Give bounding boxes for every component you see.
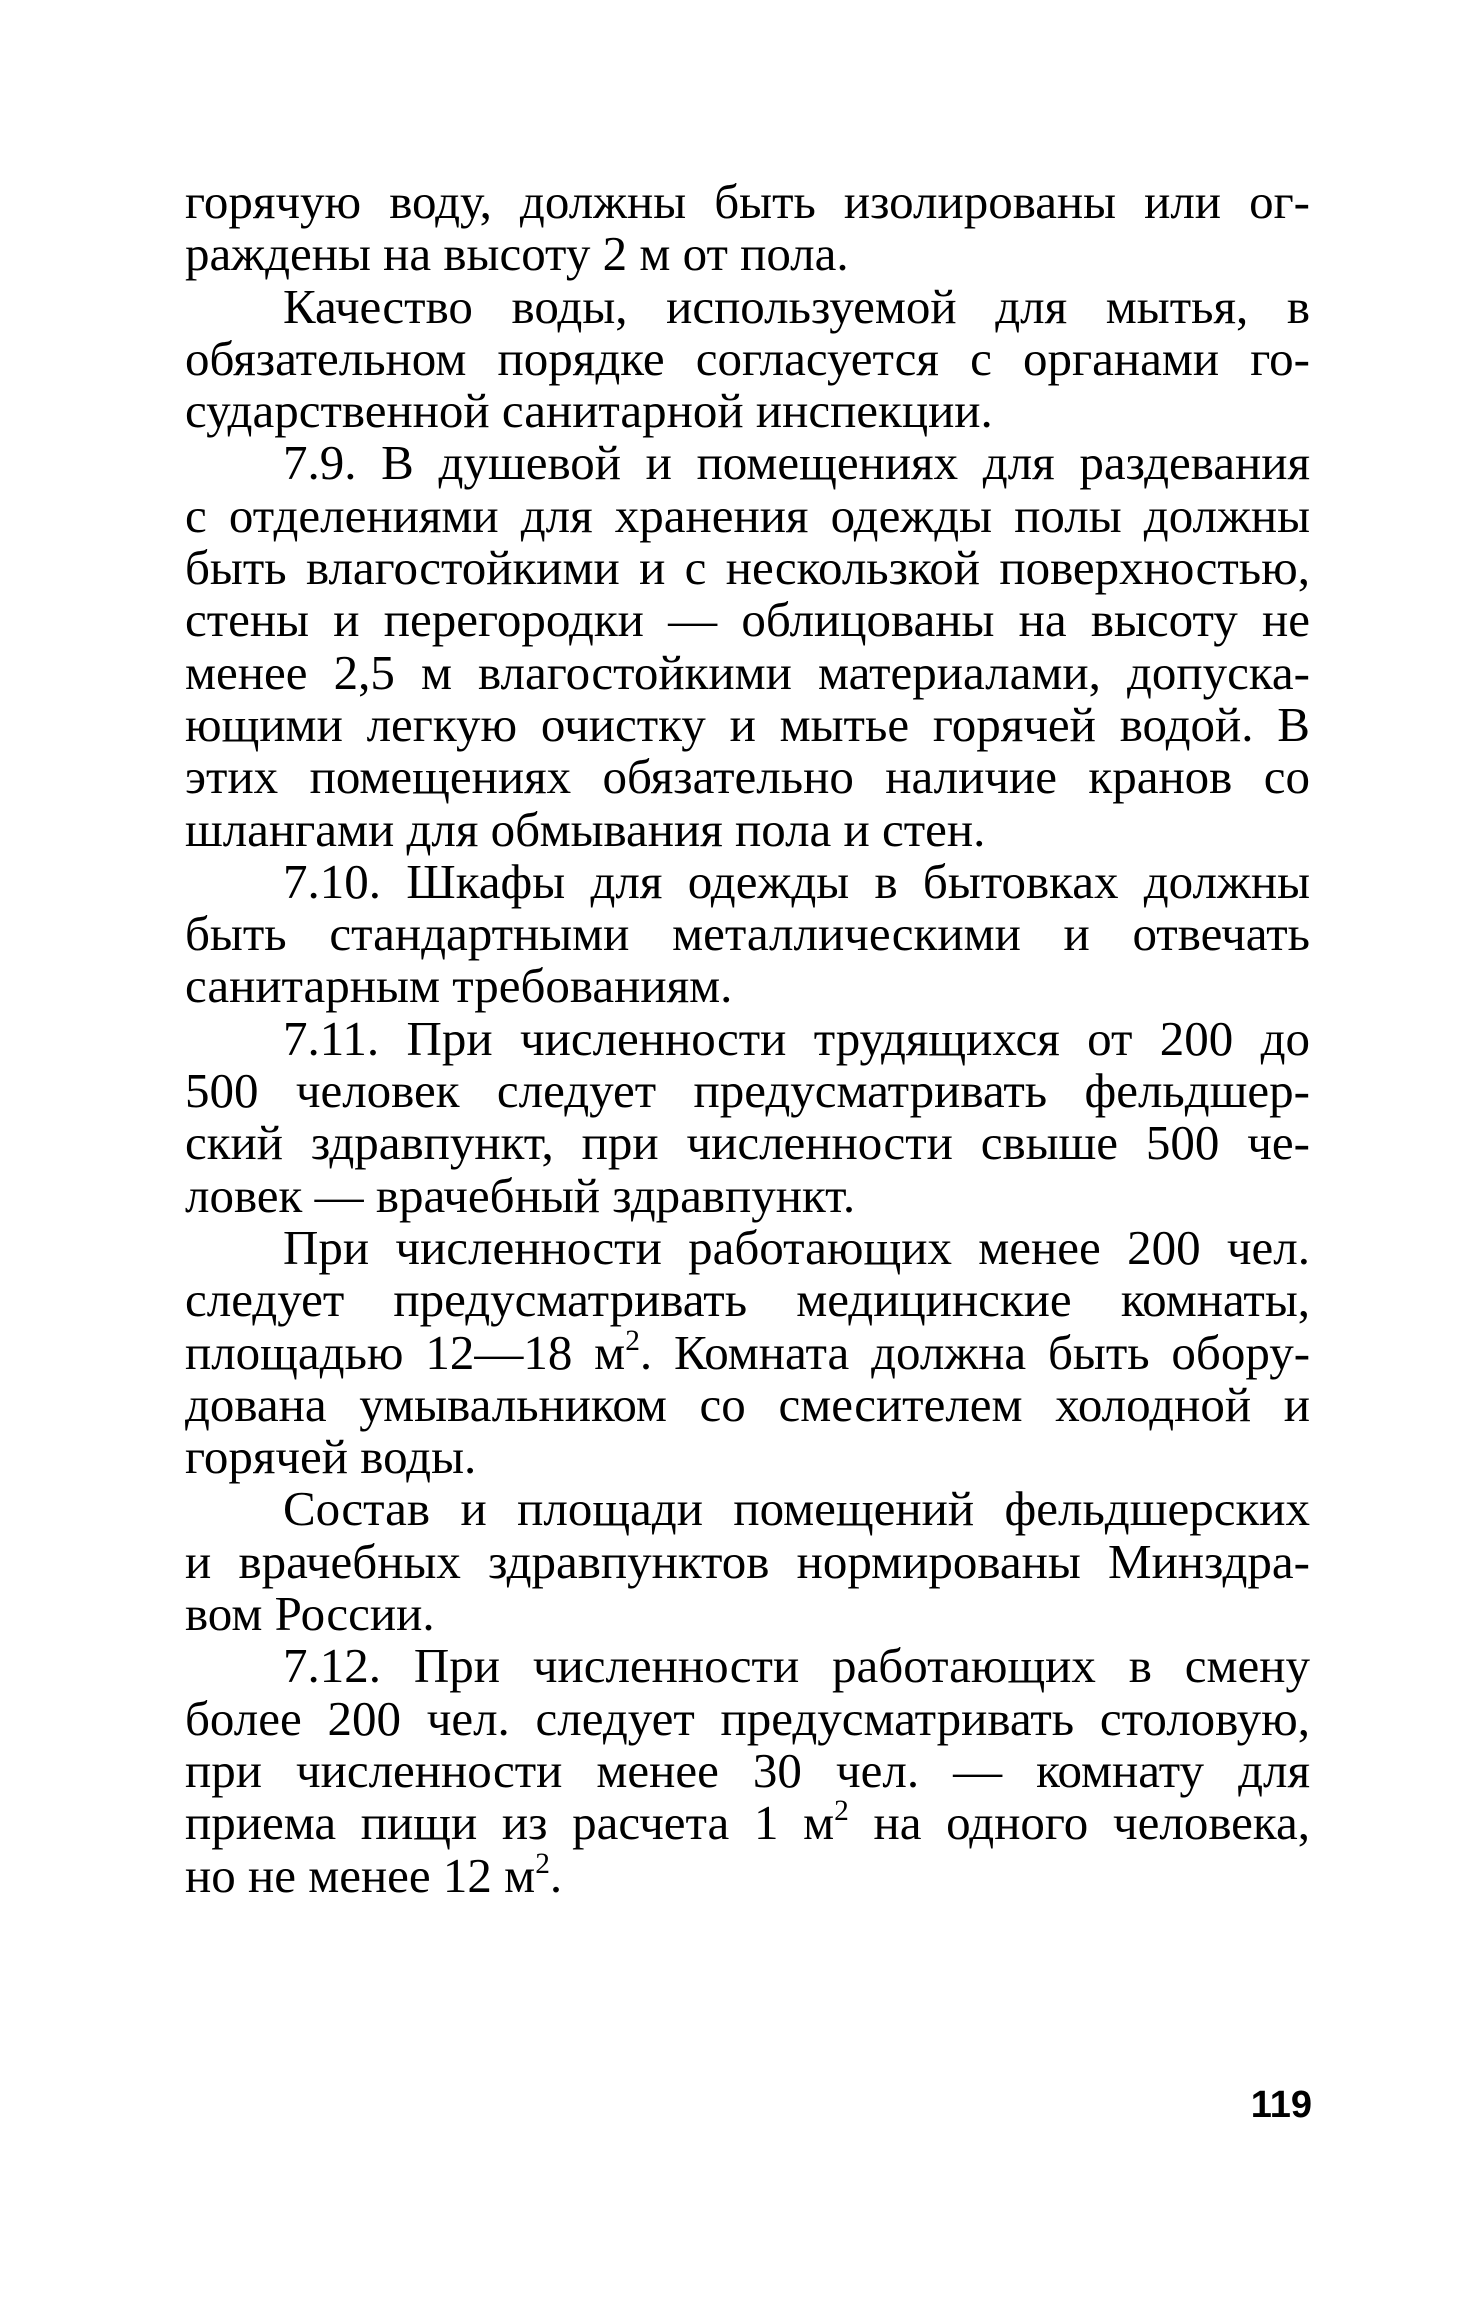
superscript-two: 2 bbox=[834, 1795, 849, 1828]
text-line: Состав и площади помещений фельдшерских bbox=[283, 1481, 1310, 1537]
text-line: дована умывальником со смесителем холодной и bbox=[185, 1376, 1310, 1432]
text-line: При численности работающих менее 200 чел. bbox=[283, 1219, 1310, 1275]
text-line: быть влагостойкими и с нескользкой поверхностью, bbox=[185, 540, 1310, 596]
page-number: 119 bbox=[1250, 2084, 1312, 2126]
text-line: 7.11. При численности трудящихся от 200 до bbox=[283, 1010, 1310, 1066]
paragraph-continued bbox=[185, 176, 1310, 281]
text-line: обязательном порядке согласуется с органами го- bbox=[185, 330, 1310, 386]
text-line: Качество воды, используемой для мытья, в bbox=[283, 278, 1310, 334]
text-line: и врачебных здравпунктов нормированы Минздра- bbox=[185, 1533, 1310, 1589]
text-line: при численности менее 30 чел. — комнату для bbox=[185, 1742, 1310, 1798]
paragraph-water-quality bbox=[185, 278, 1310, 439]
text-line: горячую воду, должны быть изолированы или ог- bbox=[185, 174, 1310, 229]
text-line: 7.9. В душевой и помещениях для раздевания bbox=[283, 435, 1310, 491]
paragraph-7-9 bbox=[185, 437, 1310, 855]
text-line: быть стандартными металлическими и отвечать bbox=[185, 906, 1310, 962]
text-line: ющими легкую очистку и мытье горячей водой. В bbox=[185, 696, 1310, 752]
text-line: раждены на высоту 2 м от пола. bbox=[185, 226, 849, 282]
paragraph-7-12 bbox=[185, 1640, 1310, 1901]
text-line: шлангами для обмывания пола и стен. bbox=[185, 801, 986, 857]
text-line: но не менее 12 $м^2$. bbox=[185, 1847, 563, 1903]
text-line: 7.10. Шкафы для одежды в бытовках должны bbox=[283, 853, 1310, 909]
text-line: этих помещениях обязательно наличие кранов со bbox=[185, 749, 1310, 805]
text-line: площадью 12—18 $м^2$. Комната должна быть обору- bbox=[185, 1324, 1311, 1380]
superscript-two: 2 bbox=[625, 1324, 640, 1357]
text-line: менее 2,5 м влагостойкими материалами, допуска- bbox=[185, 644, 1310, 700]
text-line: с отделениями для хранения одежды полы должны bbox=[185, 487, 1310, 543]
text-line: горячей воды. bbox=[185, 1429, 477, 1485]
superscript-two: 2 bbox=[535, 1847, 550, 1880]
text-line: приема пищи из расчета 1 $м^2$ на одного человека, bbox=[185, 1795, 1310, 1851]
text-line: ловек — врачебный здравпункт. bbox=[185, 1167, 856, 1223]
text-line: сударственной санитарной инспекции. bbox=[185, 383, 993, 439]
paragraph-7-10 bbox=[185, 853, 1310, 1014]
paragraph-7-11 bbox=[185, 1010, 1310, 1223]
text-line: 7.12. При численности работающих в смену bbox=[283, 1638, 1310, 1694]
text-line: вом России. bbox=[185, 1586, 435, 1642]
paragraph-medical-rooms bbox=[185, 1219, 1311, 1485]
text-line: ский здравпункт, при численности свыше 500 че- bbox=[185, 1115, 1310, 1171]
text-line: санитарным требованиям. bbox=[185, 958, 733, 1014]
text-line: 500 человек следует предусматривать фельдшер- bbox=[185, 1063, 1310, 1119]
text-line: следует предусматривать медицинские комнаты, bbox=[185, 1272, 1310, 1328]
paragraph-composition bbox=[185, 1483, 1310, 1640]
page-body bbox=[185, 176, 1310, 1902]
text-line: стены и перегородки — облицованы на высоту не bbox=[185, 592, 1310, 648]
text-line: более 200 чел. следует предусматривать столовую, bbox=[185, 1690, 1310, 1746]
